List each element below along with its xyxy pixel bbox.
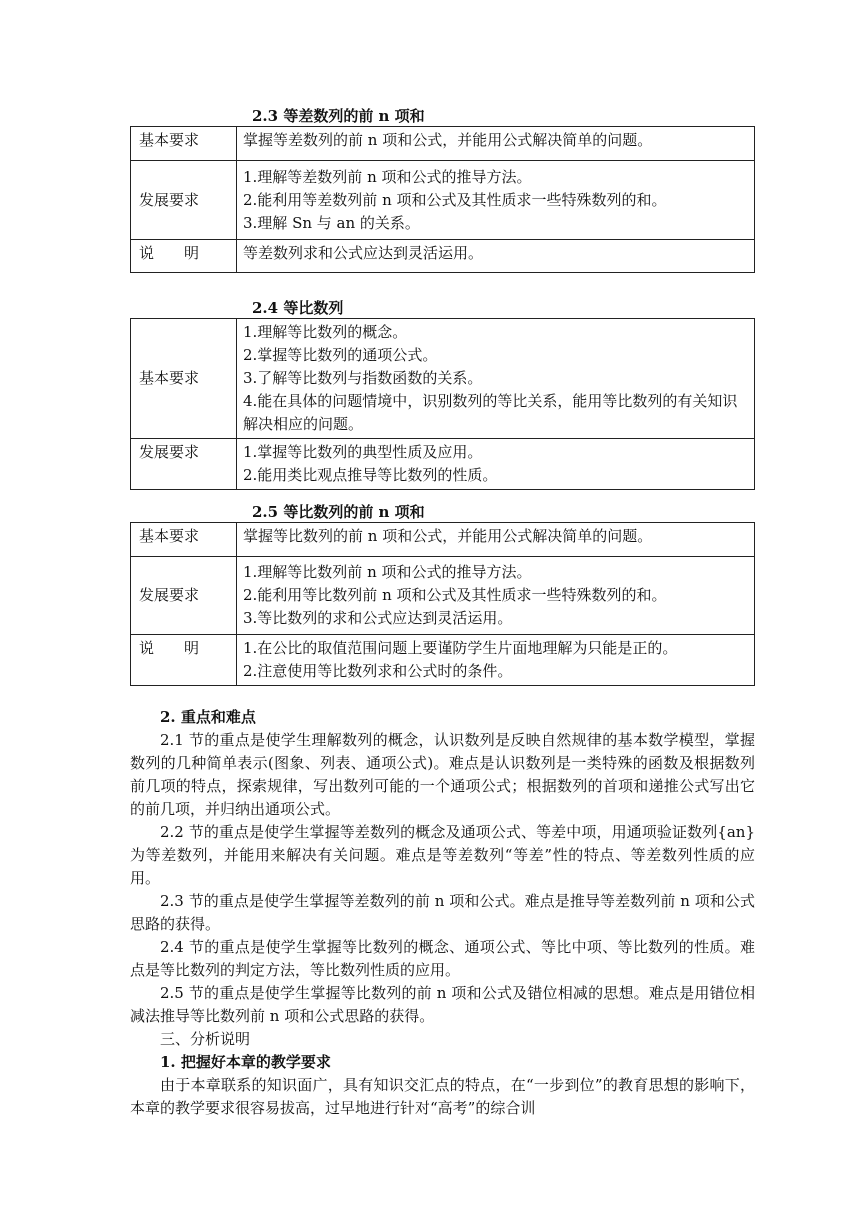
row-content bbox=[237, 557, 755, 635]
row-content bbox=[237, 523, 755, 557]
table-row bbox=[131, 319, 755, 439]
table-row bbox=[131, 127, 755, 161]
content-line: 1.掌握等比数列的典型性质及应用。 bbox=[243, 443, 483, 461]
content-line: 1.在公比的取值范围问题上要谨防学生片面地理解为只能是正的。 bbox=[243, 639, 678, 657]
paragraph: 2.5 节的重点是使学生掌握等比数列的前 n 项和公式及错位相减的思想。难点是用错位相减法推导等比数列前 n 项和公式思路的获得。 bbox=[130, 984, 755, 1025]
table-row bbox=[131, 240, 755, 273]
content-line: 3.等比数列的求和公式应达到灵活运用。 bbox=[243, 609, 513, 627]
table-row bbox=[131, 635, 755, 686]
row-label: 基本要求 bbox=[131, 319, 237, 439]
content-line: 掌握等差数列的前 n 项和公式，并能用公式解决简单的问题。 bbox=[243, 131, 653, 149]
content-line: 1.理解等比数列的概念。 bbox=[243, 323, 408, 341]
section-title-2-4: 2.4 等比数列 bbox=[252, 299, 344, 317]
content-line: 1.理解等比数列前 n 项和公式的推导方法。 bbox=[243, 563, 532, 581]
section-title-2-3: 2.3 等差数列的前 n 项和 bbox=[252, 107, 425, 125]
row-content bbox=[237, 635, 755, 686]
row-content bbox=[237, 240, 755, 273]
paragraph: 2.4 节的重点是使学生掌握等比数列的概念、通项公式、等比中项、等比数列的性质。难点是等比数列的判定方法，等比数列性质的应用。 bbox=[130, 938, 755, 979]
row-content bbox=[237, 319, 755, 439]
table-row bbox=[131, 161, 755, 240]
row-label: 说 明 bbox=[131, 635, 237, 686]
table-row bbox=[131, 523, 755, 557]
row-label: 发展要求 bbox=[131, 557, 237, 635]
heading-analysis: 三、分析说明 bbox=[160, 1030, 251, 1048]
paragraph: 2.1 节的重点是使学生理解数列的概念，认识数列是反映自然规律的基本数学模型，掌握数列的几种简单表示(图象、列表、通项公式)。难点是认识数列是一类特殊的函数及根据数列前几项的特点，探索规律，写出数列可能的一个通项公式；根据数列的首项和递推公式写出它的前几项，并归纳出通项公式。 bbox=[130, 731, 755, 818]
table-row bbox=[131, 439, 755, 490]
table-row bbox=[131, 557, 755, 635]
paragraph: 2.2 节的重点是使学生掌握等差数列的概念及通项公式、等差中项，用通项验证数列{an}为等差数列，并能用来解决有关问题。难点是等差数列“等差”性的特点、等差数列性质的应用。 bbox=[130, 823, 755, 887]
row-content bbox=[237, 161, 755, 240]
row-label: 发展要求 bbox=[131, 439, 237, 490]
requirements-table-2-3 bbox=[130, 126, 755, 273]
content-line: 4.能在具体的问题情境中，识别数列的等比关系，能用等比数列的有关知识解决相应的问题。 bbox=[243, 392, 738, 433]
content-line: 2.能利用等比数列前 n 项和公式及其性质求一些特殊数列的和。 bbox=[243, 586, 667, 604]
row-label: 发展要求 bbox=[131, 161, 237, 240]
section-title-2-5: 2.5 等比数列的前 n 项和 bbox=[252, 503, 425, 521]
content-line: 2.掌握等比数列的通项公式。 bbox=[243, 346, 438, 364]
paragraph: 由于本章联系的知识面广，具有知识交汇点的特点，在“一步到位”的教育思想的影响下，本章的教学要求很容易拔高，过早地进行针对“高考”的综合训 bbox=[130, 1076, 755, 1117]
row-label: 基本要求 bbox=[131, 523, 237, 557]
content-line: 掌握等比数列的前 n 项和公式，并能用公式解决简单的问题。 bbox=[243, 527, 653, 545]
content-line: 等差数列求和公式应达到灵活运用。 bbox=[243, 244, 484, 262]
row-content bbox=[237, 439, 755, 490]
content-line: 3.了解等比数列与指数函数的关系。 bbox=[243, 369, 483, 387]
heading-grasp-requirements: 1. 把握好本章的教学要求 bbox=[160, 1053, 331, 1071]
content-line: 2.能用类比观点推导等比数列的性质。 bbox=[243, 466, 498, 484]
row-label: 说 明 bbox=[131, 240, 237, 273]
content-line: 2.能利用等差数列前 n 项和公式及其性质求一些特殊数列的和。 bbox=[243, 190, 667, 209]
content-line: 1.理解等差数列前 n 项和公式的推导方法。 bbox=[243, 167, 532, 186]
requirements-table-2-5 bbox=[130, 522, 755, 686]
requirements-table-2-4 bbox=[130, 318, 755, 490]
content-line: 2.注意使用等比数列求和公式时的条件。 bbox=[243, 662, 513, 680]
heading-key-points: 2. 重点和难点 bbox=[160, 708, 256, 726]
content-line: 3.理解 Sn 与 an 的关系。 bbox=[243, 213, 420, 232]
body-text bbox=[130, 706, 755, 1120]
row-label: 基本要求 bbox=[131, 127, 237, 161]
row-content bbox=[237, 127, 755, 161]
paragraph: 2.3 节的重点是使学生掌握等差数列的前 n 项和公式。难点是推导等差数列前 n 项和公式思路的获得。 bbox=[130, 892, 755, 933]
